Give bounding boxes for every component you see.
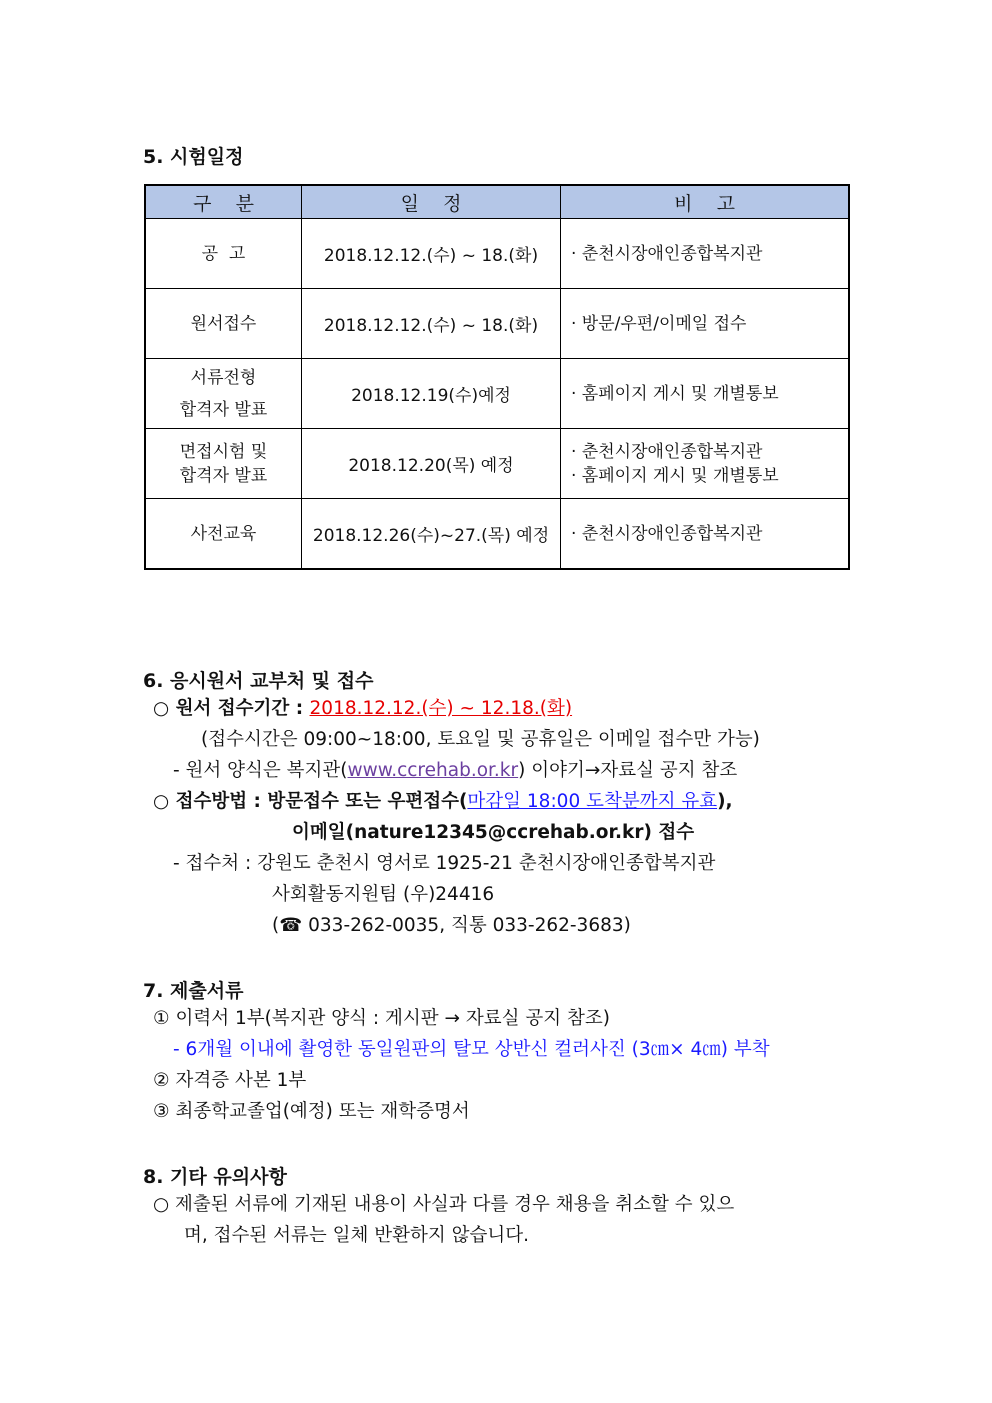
document-item-1: ① 이력서 1부(복지관 양식 : 게시판 → 자료실 공지 참조) [153, 1008, 611, 1029]
method-email: 이메일(nature12345@ccrehab.or.kr) 접수 [292, 822, 695, 843]
table-row [145, 359, 849, 429]
table-row [145, 499, 849, 570]
header-notes: 비 고 [561, 185, 850, 219]
table-row [145, 429, 849, 499]
section-7-title: 7. 제출서류 [143, 980, 244, 1002]
application-method [153, 789, 733, 815]
reception-hours-note: (접수시간은 09:00~18:00, 토요일 및 공휴일은 이메일 접수만 가능) [201, 729, 760, 750]
row-notes: · 방문/우편/이메일 접수 [561, 289, 850, 359]
reception-phone: (☎ 033-262-0035, 직통 033-262-3683) [272, 915, 631, 936]
notice-line-1: ○ 제출된 서류에 기재된 내용이 사실과 다를 경우 채용을 취소할 수 있으 [153, 1194, 735, 1215]
row-category: 사전교육 [145, 499, 302, 570]
row-schedule: 2018.12.12.(수) ~ 18.(화) [302, 289, 561, 359]
row-notes: · 춘천시장애인종합복지관 · 홈페이지 게시 및 개별통보 [561, 429, 850, 499]
application-period-label: ○ 원서 접수기간 : [153, 698, 310, 719]
method-end: ), [717, 791, 733, 812]
document-item-2: ② 자격증 사본 1부 [153, 1070, 307, 1091]
row-category: 원서접수 [145, 289, 302, 359]
application-period-value: 2018.12.12.(수) ~ 12.18.(화) [309, 698, 573, 719]
row-notes: · 춘천시장애인종합복지관 [561, 499, 850, 570]
form-note-suffix: ) 이야기→자료실 공지 참조 [518, 760, 738, 781]
table-header-row [145, 185, 849, 219]
schedule-table [144, 184, 850, 570]
method-label: ○ 접수방법 : 방문접수 또는 우편접수( [153, 791, 468, 812]
row-schedule: 2018.12.19(수)예정 [302, 359, 561, 429]
document-item-1-photo: - 6개월 이내에 촬영한 동일원판의 탈모 상반신 컬러사진 (3㎝× 4㎝) 부착 [173, 1039, 770, 1060]
row-notes: · 춘천시장애인종합복지관 [561, 219, 850, 289]
row-notes: · 홈페이지 게시 및 개별통보 [561, 359, 850, 429]
header-category: 구 분 [145, 185, 302, 219]
row-category: 공 고 [145, 219, 302, 289]
form-note-prefix: - 원서 양식은 복지관( [173, 760, 348, 781]
row-schedule: 2018.12.26(수)~27.(목) 예정 [302, 499, 561, 570]
header-schedule: 일 정 [302, 185, 561, 219]
method-deadline: 마감일 18:00 도착분까지 유효 [467, 791, 718, 812]
section-8-title: 8. 기타 유의사항 [143, 1166, 287, 1188]
row-schedule: 2018.12.12.(수) ~ 18.(화) [302, 219, 561, 289]
table-row [145, 289, 849, 359]
row-schedule: 2018.12.20(목) 예정 [302, 429, 561, 499]
reception-address: - 접수처 : 강원도 춘천시 영서로 1925-21 춘천시장애인종합복지관 [173, 853, 716, 874]
section-5-title: 5. 시험일정 [143, 146, 244, 168]
table-row [145, 219, 849, 289]
row-category: 서류전형 합격자 발표 [145, 359, 302, 429]
reception-team: 사회활동지원팀 (우)24416 [272, 884, 495, 905]
application-period [153, 696, 572, 722]
row-category: 면접시험 및 합격자 발표 [145, 429, 302, 499]
homepage-link[interactable]: www.ccrehab.or.kr [347, 760, 519, 781]
form-download-note [173, 758, 737, 784]
section-6-title: 6. 응시원서 교부처 및 접수 [143, 670, 374, 692]
document-item-3: ③ 최종학교졸업(예정) 또는 재학증명서 [153, 1101, 470, 1122]
notice-line-2: 며, 접수된 서류는 일체 반환하지 않습니다. [184, 1225, 529, 1246]
